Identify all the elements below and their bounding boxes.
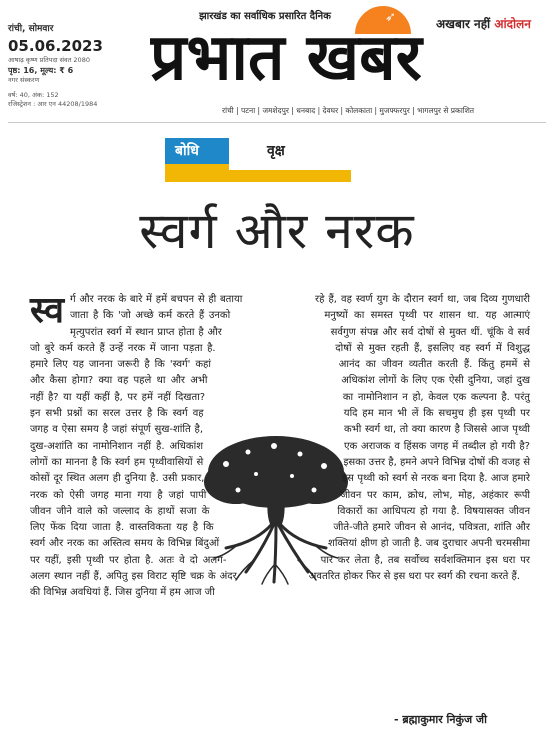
edition-panchang: आषाढ़ कृष्ण प्रतिपदा संवत 2080	[8, 56, 90, 64]
edition-info	[8, 24, 148, 109]
slogan-part-1: अखबार नहीं	[436, 17, 491, 31]
edition-price: पृष्ठ: 16, मूल्य: ₹ 6	[8, 66, 74, 75]
article-text-right: रहे हैं, वह स्वर्ण युग के दौरान स्वर्ग था, जब दिव्य गुणधारी मनुष्यों का समस्त पृथ्वी पर शासन था. यह आत्माएं सर्वगुण संपन्न और सर्व दोषों से मुक्त थीं. चूंकि वे सर्व दोषों से मुक्त रहती हैं, इसलिए वह स्वर्ग में विशुद्ध आनंद का जीवन व्यतीत करती हैं. किंतु हममें से अधिकांश लोगों के लिए एक ऐसी दुनिया, जहां दुख का नामोनिशान न हो, केवल एक कल्पना है. परंतु यदि हम मान भी लें कि सचमुच ही इस पृथ्वी पर कभी स्वर्ग था, तो क्या कारण है जिससे आज पृथ्वी एक अराजक व हिंसक जगह में तब्दील हो गयी है? इसका उत्तर है, हमने अपने विभिन्न दोषों की वजह से इस पृथ्वी को स्वर्ग से नरक बना दिया है. आज हमारे जीवन पर काम, क्रोध, लोभ, मोह, अहंकार रूपी विकारों का आधिपत्य हो गया है. विषयासक्त जीवन जीते-जीते हमारे जीवन से आनंद, पवित्रता, शांति और शक्तियां क्षीण हो जाती है. जब दुराचार अपनी चरमसीमा पार कर लेता है, तब सर्वोच्च सर्वशक्तिमान इस धरा पर अवतरित होकर फिर से इस धरा पर स्वर्ग की रचना करते हैं.	[308, 294, 530, 583]
column-label-bodhi: बोधि	[175, 143, 199, 159]
newspaper-logo[interactable]: प्रभात खबर	[150, 21, 422, 95]
publishing-cities: रांची | पटना | जमशेदपुर | धनबाद | देवघर | कोलकाता | मुजफ्फरपुर | भागलपुर से प्रकाशित	[222, 106, 475, 115]
column-label-vriksh: वृक्ष	[229, 138, 351, 170]
article-dropcap: स्व	[30, 290, 65, 331]
edition-city: रांची, सोमवार	[8, 24, 54, 34]
edition-volume: वर्ष: 40, अंक: 152	[8, 91, 59, 99]
slogan-part-2: आंदोलन	[494, 17, 531, 31]
edition-date: 05.06.2023	[8, 37, 103, 55]
column-badge	[165, 138, 351, 182]
article-column-right	[290, 292, 530, 585]
article-byline: - ब्रह्माकुमार निकुंज जी	[394, 713, 487, 726]
masthead	[0, 0, 554, 122]
edition-name: नगर संस्करण	[8, 76, 40, 84]
article-headline: स्वर्ग और नरक	[139, 202, 415, 260]
article-column-left	[30, 292, 275, 602]
edition-registration: रजिस्ट्रेशन : आर एन 44208/1984	[8, 100, 98, 108]
masthead-divider	[8, 122, 546, 123]
bird-icon: ➶	[385, 10, 396, 25]
article-text-left: र्ग और नरक के बारे में हमें बचपन से ही बताया जाता है कि 'जो अच्छे कर्म करते हैं उनको मृत्युपरांत स्वर्ग में स्थान प्राप्त होता है और जो बुरे कर्म करते हैं उन्हें नरक में जाना पड़ता है. हमारे लिए यह जानना जरूरी है कि 'स्वर्ग' कहां और कैसा होगा? क्या वह पहले था और अभी नहीं है? या यहीं कहीं है, पर हमें नहीं दिखता? इन सभी प्रश्नों का सरल उत्तर है कि स्वर्ग वह जगह व ऐसा समय है जहां संपूर्ण सुख-शांति है, दुख-अशांति का नामोनिशान नहीं है. अधिकांश लोगों का मानना है कि स्वर्ग हम पृथ्वीवासियों से कोसों दूर स्थित अलग ही दुनिया है. उसी प्रकार, नरक को ऐसी जगह माना गया है जहां पापी जीवन जीने वाले को जल्लाद के हाथों सजा के लिए फेंक दिया जाता है. वास्तविकता यह है कि स्वर्ग और नरक का अस्तित्व समय के विभिन्न बिंदुओं पर यहीं, इसी पृथ्वी पर होता है. अतः वे दो अलग-अलग स्थान नहीं हैं, अपितु इस विराट सृष्टि चक्र के अंदर की विभिन्न अवधियां हैं. जिस दुनिया में हम आज जी	[30, 294, 243, 599]
masthead-tagline: झारखंड का सर्वाधिक प्रसारित दैनिक	[199, 11, 331, 22]
